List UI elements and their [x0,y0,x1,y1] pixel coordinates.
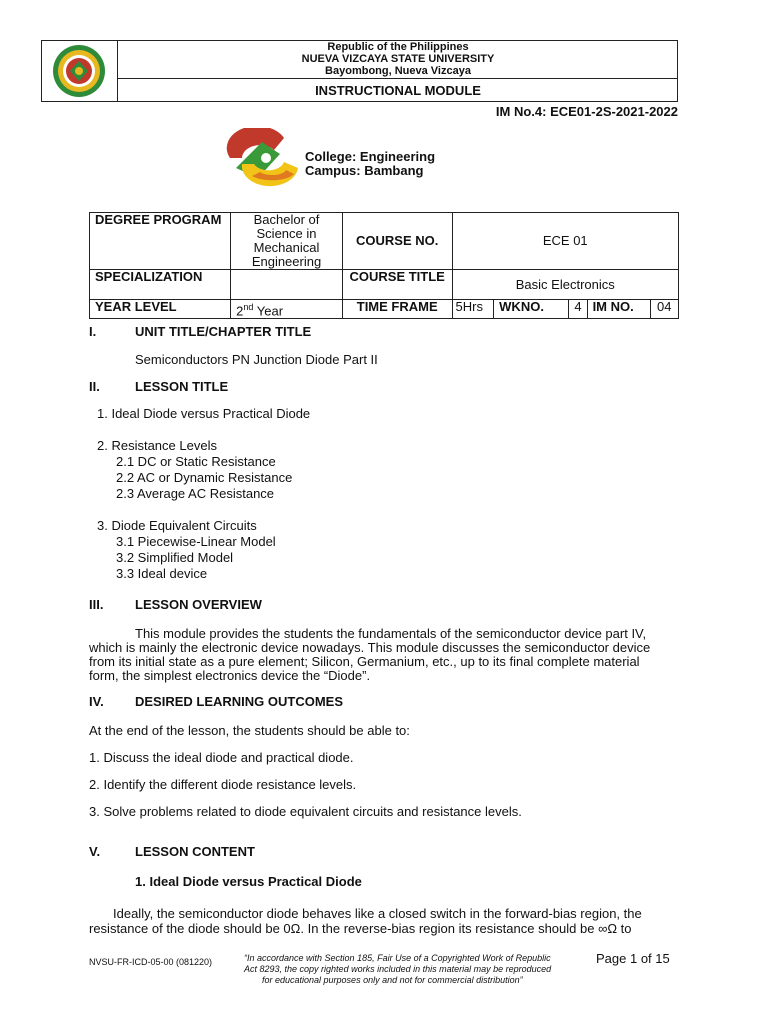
im-no-value: 04 [650,300,678,319]
lesson-item: 3. Diode Equivalent Circuits [97,518,257,533]
time-frame-label: TIME FRAME [342,300,452,319]
course-no-value: ECE 01 [452,213,678,270]
outcome-item: 2. Identify the different diode resistance levels. [89,777,357,792]
overview-line: from its initial state as a pure element; Silicon, Germanium, etc., up to its final complete material [89,654,640,669]
overview-line: form, the simplest electronics device the “Diode”. [89,668,371,683]
overview-line: which is mainly the electronic device nowadays. This module discusses the semiconductor device [89,640,651,655]
footer-form-code: NVSU-FR-ICD-05-00 (081220) [89,957,213,967]
college-logo-icon [222,128,306,188]
unit-title-body: Semiconductors PN Junction Diode Part II [135,352,378,367]
content-line: resistance of the diode should be 0Ω. In the reverse-bias region its resistance should be ∞Ω to [89,921,632,936]
section-3-number: III. [89,597,104,612]
course-no-label: COURSE NO. [342,213,452,270]
year-level-num: 2 [236,303,244,319]
header-divider [118,78,678,79]
course-title-label: COURSE TITLE [342,270,452,300]
course-info-table [89,212,679,319]
year-level-word: Year [253,303,284,319]
page-number: Page 1 of 15 [596,951,670,966]
outcomes-intro: At the end of the lesson, the students should be able to: [89,723,410,738]
content-subheading: 1. Ideal Diode versus Practical Diode [135,874,362,889]
lesson-item: 2.2 AC or Dynamic Resistance [116,470,293,485]
lesson-item: 3.3 Ideal device [116,566,208,581]
header-logo-cell [41,40,118,102]
specialization-value [231,270,343,300]
course-title-value: Basic Electronics [452,270,678,300]
lesson-item: 1. Ideal Diode versus Practical Diode [97,406,311,421]
outcome-item: 3. Solve problems related to diode equivalent circuits and resistance levels. [89,804,522,819]
section-2-title: LESSON TITLE [135,379,229,394]
header-university: NUEVA VIZCAYA STATE UNIVERSITY [301,53,495,65]
table-row [90,213,679,270]
specialization-label: SPECIALIZATION [90,270,231,300]
im-no-label: IM NO. [587,300,650,319]
campus-line: Campus: Bambang [305,163,424,178]
header-location: Bayombong, Nueva Vizcaya [325,65,471,77]
footer-notice-line: Act 8293, the copy righted works included in this material may be reproduced [244,964,552,974]
time-frame-value: 5Hrs [452,300,494,319]
section-1-title: UNIT TITLE/CHAPTER TITLE [135,324,312,339]
section-1-number: I. [89,324,97,339]
lesson-item: 2. Resistance Levels [97,438,217,453]
outcome-item: 1. Discuss the ideal diode and practical diode. [89,750,354,765]
section-3-title: LESSON OVERVIEW [135,597,262,612]
year-level-value [231,300,343,319]
lesson-item: 2.1 DC or Static Resistance [116,454,276,469]
lesson-item: 3.1 Piecewise-Linear Model [116,534,276,549]
section-2-number: II. [89,379,100,394]
section-4-title: DESIRED LEARNING OUTCOMES [135,694,344,709]
table-row [90,300,679,319]
footer-notice-line: “In accordance with Section 185, Fair Use of a Copyrighted Work of Republic [244,953,551,963]
im-number: IM No.4: ECE01-2S-2021-2022 [495,104,678,119]
footer-notice-line: for educational purposes only and not for commercial distribution” [262,975,523,985]
section-5-number: V. [89,844,101,859]
header-republic: Republic of the Philippines [327,41,469,53]
table-row [90,270,679,300]
degree-value: Bachelor of Science in Mechanical Engineering [231,213,343,270]
year-level-label: YEAR LEVEL [90,300,231,319]
degree-label: DEGREE PROGRAM [90,213,231,270]
footer-notice [238,953,598,986]
university-seal-icon [48,43,110,99]
lesson-item: 2.3 Average AC Resistance [116,486,275,501]
section-4-number: IV. [89,694,104,709]
section-5-title: LESSON CONTENT [135,844,255,859]
overview-line: This module provides the students the fundamentals of the semiconductor device part IV, [135,626,647,641]
year-level-sup: nd [243,302,254,312]
wk-no-value: 4 [569,300,587,319]
content-line: Ideally, the semiconductor diode behaves like a closed switch in the forward-bias region, the [113,906,642,921]
lesson-item: 3.2 Simplified Model [116,550,234,565]
college-line: College: Engineering [305,149,436,164]
wk-no-label: WKNO. [494,300,569,319]
module-title: INSTRUCTIONAL MODULE [315,83,481,98]
